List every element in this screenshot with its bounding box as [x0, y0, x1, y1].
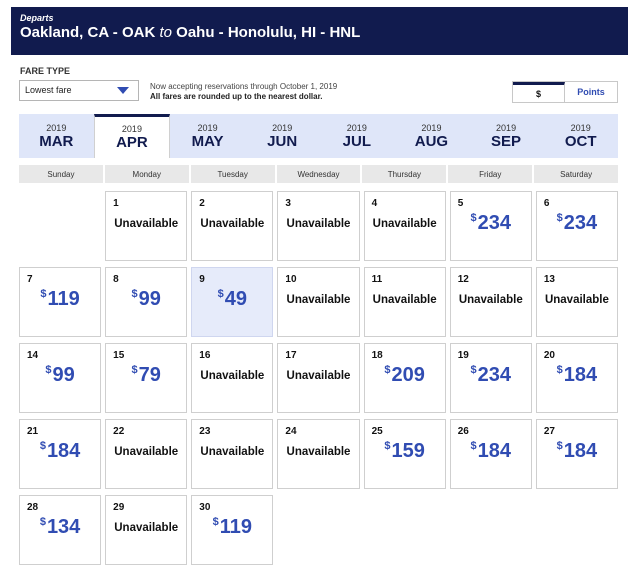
- day-number: 13: [543, 274, 555, 285]
- currency-symbol: $: [384, 440, 391, 452]
- calendar-day-cell[interactable]: [536, 191, 618, 261]
- unavailable-text: Unavailable: [200, 446, 265, 458]
- day-number: 5: [457, 198, 464, 209]
- fare-price: [192, 516, 272, 539]
- calendar-day-cell[interactable]: [364, 343, 446, 413]
- fare-price: [537, 364, 617, 387]
- route-title: [20, 24, 619, 41]
- points-toggle-button[interactable]: Points: [577, 87, 605, 97]
- weekday-monday: Monday: [105, 165, 189, 183]
- tab-month-jun[interactable]: [245, 114, 320, 158]
- day-number: 27: [543, 426, 555, 437]
- unavailable-text: Unavailable: [286, 370, 351, 382]
- weekday-friday: Friday: [448, 165, 532, 183]
- fare-price: [20, 440, 100, 463]
- unavailable-text: Unavailable: [114, 522, 179, 534]
- calendar-day-cell: [277, 343, 359, 413]
- calendar-day-cell: [536, 267, 618, 337]
- month-name: AUG: [414, 132, 449, 150]
- calendar-day-cell: [191, 343, 273, 413]
- unavailable-text: Unavailable: [286, 294, 351, 306]
- currency-symbol: $: [470, 364, 477, 376]
- calendar-day-cell: [191, 191, 273, 261]
- tab-month-sep[interactable]: [469, 114, 544, 158]
- day-number: 28: [27, 502, 39, 513]
- calendar-day-cell: [105, 419, 187, 489]
- currency-toggle: [512, 81, 618, 103]
- tab-month-jul[interactable]: [320, 114, 395, 158]
- origin-text: Oakland, CA - OAK: [20, 24, 156, 41]
- fare-type-select[interactable]: [19, 80, 139, 101]
- price-amount: 134: [46, 516, 81, 538]
- calendar-day-cell: [364, 267, 446, 337]
- calendar-day-cell[interactable]: [450, 191, 532, 261]
- day-number: 4: [371, 198, 378, 209]
- unavailable-text: Unavailable: [372, 218, 437, 230]
- currency-symbol: $: [45, 364, 52, 376]
- unavailable-text: Unavailable: [544, 294, 609, 306]
- calendar-day-cell[interactable]: [191, 267, 273, 337]
- unavailable-text: Unavailable: [200, 218, 265, 230]
- currency-symbol: $: [131, 288, 138, 300]
- calendar-day-cell[interactable]: [450, 343, 532, 413]
- calendar-day-cell[interactable]: [19, 495, 101, 565]
- reservation-note: Now accepting reservations through October 1, 2019: [150, 82, 338, 91]
- month-name: APR: [116, 134, 148, 151]
- fare-price: [451, 364, 531, 387]
- month-year: 2019: [421, 122, 442, 133]
- weekday-saturday: Saturday: [534, 165, 618, 183]
- rounding-note: All fares are rounded up to the nearest dollar.: [150, 92, 323, 101]
- price-amount: 159: [391, 440, 425, 462]
- calendar-day-cell[interactable]: [364, 419, 446, 489]
- tab-month-mar[interactable]: [19, 114, 94, 158]
- day-number: 30: [199, 502, 211, 513]
- price-amount: 234: [477, 212, 512, 234]
- trip-header: [11, 7, 628, 55]
- calendar-day-cell[interactable]: [19, 267, 101, 337]
- currency-symbol: $: [217, 288, 224, 300]
- calendar-cell-empty: [19, 191, 101, 261]
- fare-price: [451, 440, 531, 463]
- month-name: OCT: [564, 132, 597, 150]
- fare-price: [20, 516, 100, 539]
- weekday-tuesday: Tuesday: [191, 165, 275, 183]
- month-year: 2019: [570, 122, 591, 133]
- day-number: 15: [113, 350, 125, 361]
- calendar-day-cell[interactable]: [450, 419, 532, 489]
- day-number: 12: [457, 274, 469, 285]
- currency-symbol: $: [39, 440, 46, 452]
- currency-symbol: $: [470, 212, 477, 224]
- day-number: 24: [285, 426, 297, 437]
- currency-symbol: $: [556, 440, 563, 452]
- unavailable-text: Unavailable: [114, 218, 179, 230]
- calendar-day-cell[interactable]: [19, 343, 101, 413]
- to-word: to: [159, 24, 172, 41]
- fare-price: [106, 364, 186, 387]
- dollars-toggle-button[interactable]: $: [513, 82, 565, 102]
- price-amount: 99: [138, 288, 161, 310]
- calendar-day-cell: [105, 191, 187, 261]
- unavailable-text: Unavailable: [114, 446, 179, 458]
- currency-symbol: $: [40, 288, 47, 300]
- day-number: 1: [113, 198, 119, 209]
- day-number: 10: [285, 274, 297, 285]
- fare-price: [20, 288, 100, 311]
- fare-price: [451, 212, 531, 235]
- departs-label: Departs: [20, 13, 54, 23]
- price-amount: 184: [563, 364, 598, 386]
- calendar-day-cell: [277, 419, 359, 489]
- fare-price: [365, 440, 445, 463]
- tab-month-apr[interactable]: [94, 114, 171, 158]
- price-amount: 79: [138, 364, 161, 386]
- fare-price: [106, 288, 186, 311]
- calendar-day-cell[interactable]: [536, 419, 618, 489]
- day-number: 22: [113, 426, 125, 437]
- currency-symbol: $: [39, 516, 46, 528]
- month-tabs: [19, 114, 618, 158]
- fare-price: [365, 364, 445, 387]
- month-name: JUL: [342, 132, 371, 150]
- calendar-grid: [19, 191, 618, 565]
- day-number: 20: [543, 350, 555, 361]
- calendar-day-cell: [277, 267, 359, 337]
- fare-type-label: FARE TYPE: [20, 66, 71, 76]
- tab-month-aug[interactable]: [394, 114, 469, 158]
- fare-notes: [150, 82, 337, 102]
- weekday-header: [19, 165, 618, 183]
- price-amount: 234: [563, 212, 598, 234]
- month-name: MAY: [191, 132, 224, 150]
- calendar-day-cell: [450, 267, 532, 337]
- day-number: 8: [113, 274, 119, 285]
- calendar-day-cell: [277, 191, 359, 261]
- price-amount: 119: [219, 516, 253, 538]
- calendar-day-cell[interactable]: [536, 343, 618, 413]
- calendar-day-cell[interactable]: [105, 343, 187, 413]
- fare-type-value: Lowest fare: [25, 85, 72, 95]
- price-amount: 184: [46, 440, 81, 462]
- day-number: 26: [457, 426, 469, 437]
- day-number: 19: [457, 350, 469, 361]
- currency-symbol: $: [131, 364, 138, 376]
- day-number: 25: [371, 426, 383, 437]
- day-number: 9: [199, 274, 205, 285]
- unavailable-text: Unavailable: [286, 446, 351, 458]
- weekday-thursday: Thursday: [362, 165, 446, 183]
- day-number: 23: [199, 426, 211, 437]
- destination-text: Oahu - Honolulu, HI - HNL: [176, 24, 361, 41]
- currency-symbol: $: [212, 516, 219, 528]
- currency-symbol: $: [556, 212, 563, 224]
- day-number: 11: [371, 274, 383, 285]
- calendar-day-cell[interactable]: [191, 495, 273, 565]
- day-number: 7: [27, 274, 33, 285]
- month-year: 2019: [272, 122, 293, 133]
- fare-price: [537, 212, 617, 235]
- price-amount: 99: [52, 364, 75, 386]
- fare-price: [20, 364, 100, 387]
- calendar-day-cell[interactable]: [105, 267, 187, 337]
- day-number: 18: [371, 350, 383, 361]
- month-name: JUN: [267, 132, 298, 150]
- month-year: 2019: [346, 122, 367, 133]
- price-amount: 234: [477, 364, 512, 386]
- day-number: 29: [113, 502, 125, 513]
- weekday-sunday: Sunday: [19, 165, 103, 183]
- currency-symbol: $: [470, 440, 477, 452]
- unavailable-text: Unavailable: [458, 294, 523, 306]
- day-number: 17: [285, 350, 297, 361]
- day-number: 16: [199, 350, 211, 361]
- day-number: 3: [285, 198, 291, 209]
- month-year: 2019: [496, 122, 517, 133]
- unavailable-text: Unavailable: [200, 370, 265, 382]
- month-year: 2019: [197, 122, 218, 133]
- weekday-wednesday: Wednesday: [277, 165, 361, 183]
- day-number: 2: [199, 198, 205, 209]
- tab-month-may[interactable]: [170, 114, 245, 158]
- day-number: 6: [543, 198, 550, 209]
- chevron-down-icon: [117, 87, 129, 94]
- price-amount: 49: [224, 288, 248, 310]
- calendar-day-cell: [364, 191, 446, 261]
- tab-month-oct[interactable]: [543, 114, 618, 158]
- calendar-day-cell[interactable]: [19, 419, 101, 489]
- currency-symbol: $: [556, 364, 563, 376]
- day-number: 21: [27, 426, 39, 437]
- month-name: SEP: [491, 132, 522, 150]
- fare-price: [192, 288, 272, 311]
- currency-symbol: $: [384, 364, 391, 376]
- day-number: 14: [27, 350, 39, 361]
- calendar-day-cell: [105, 495, 187, 565]
- price-amount: 184: [477, 440, 512, 462]
- price-amount: 119: [47, 288, 80, 310]
- price-amount: 209: [391, 364, 425, 386]
- fare-price: [537, 440, 617, 463]
- unavailable-text: Unavailable: [372, 294, 437, 306]
- month-year: 2019: [46, 122, 67, 133]
- month-name: MAR: [39, 132, 74, 150]
- unavailable-text: Unavailable: [286, 218, 351, 230]
- price-amount: 184: [563, 440, 598, 462]
- calendar-day-cell: [191, 419, 273, 489]
- month-year: 2019: [121, 124, 142, 134]
